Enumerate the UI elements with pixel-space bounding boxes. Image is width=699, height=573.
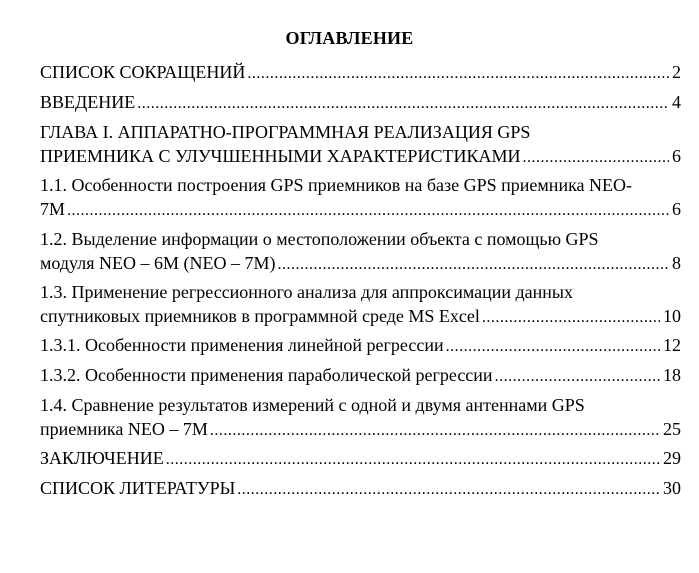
toc-entry-text: модуля NEO – 6M (NEO – 7M) — [40, 253, 276, 273]
dot-leader — [67, 199, 669, 223]
dot-leader — [522, 146, 669, 170]
toc-page-number: 30 — [663, 478, 681, 498]
toc-entry-1-2 — [40, 227, 681, 275]
toc-page-number: 2 — [672, 62, 681, 82]
toc-entry-chapter-1 — [40, 120, 681, 168]
dot-leader — [446, 335, 660, 359]
toc-entry-line — [40, 333, 681, 357]
toc-entry-text: ЗАКЛЮЧЕНИЕ — [40, 448, 164, 468]
toc-entry-text-line1: 1.3. Применение регрессионного анализа для аппроксимации данных — [40, 282, 574, 302]
toc-entry-conclusion — [40, 446, 681, 470]
toc-entry-line — [40, 304, 681, 328]
toc-entry-1-4 — [40, 393, 681, 441]
toc-entry-line — [40, 60, 681, 84]
toc-entry-abbreviations — [40, 60, 681, 84]
toc-entry-text: ПРИЕМНИКА С УЛУЧШЕННЫМИ ХАРАКТЕРИСТИКАМИ — [40, 146, 521, 166]
toc-entry-line — [40, 417, 681, 441]
toc-entry-text: СПИСОК ЛИТЕРАТУРЫ — [40, 478, 236, 498]
toc-entry-line — [40, 197, 681, 221]
toc-page-number: 8 — [672, 253, 681, 273]
toc-page-number: 25 — [663, 419, 681, 439]
dot-leader — [237, 478, 660, 502]
toc-entry-1-3 — [40, 280, 681, 328]
toc-entry-introduction — [40, 90, 681, 114]
toc-entry-text: спутниковых приемников в программной среде MS Excel — [40, 306, 480, 326]
toc-page-number: 6 — [672, 199, 681, 219]
dot-leader — [166, 448, 660, 472]
toc-entry-text-line1: ГЛАВА I. АППАРАТНО-ПРОГРАММНАЯ РЕАЛИЗАЦИЯ GPS — [40, 122, 531, 142]
dot-leader — [247, 62, 669, 86]
toc-entry-1-3-2 — [40, 363, 681, 387]
toc-page-number: 4 — [672, 92, 681, 112]
toc-entry-text-line1: 1.1. Особенности построения GPS приемников на базе GPS приемника NEO- — [40, 175, 633, 195]
toc-page-number: 29 — [663, 448, 681, 468]
toc-entry-line — [40, 363, 681, 387]
toc-title: ОГЛАВЛЕНИЕ — [285, 28, 414, 48]
toc-entry-line — [40, 251, 681, 275]
toc-entry-1-1 — [40, 173, 681, 221]
dot-leader — [278, 253, 670, 277]
toc-entry-text: 1.3.2. Особенности применения параболической регрессии — [40, 365, 493, 385]
toc-page-number: 10 — [663, 306, 681, 326]
toc-entry-line — [40, 446, 681, 470]
toc-entry-text: ВВЕДЕНИЕ — [40, 92, 136, 112]
toc-entry-text: СПИСОК СОКРАЩЕНИЙ — [40, 62, 246, 82]
toc-entry-references — [40, 476, 681, 500]
dot-leader — [482, 306, 660, 330]
toc-entry-1-3-1 — [40, 333, 681, 357]
toc-page-number: 6 — [672, 146, 681, 166]
toc-page-number: 18 — [663, 365, 681, 385]
toc-entry-text-line1: 1.4. Сравнение результатов измерений с одной и двумя антеннами GPS — [40, 395, 585, 415]
toc-entry-line — [40, 144, 681, 168]
toc-entry-line — [40, 476, 681, 500]
dot-leader — [137, 92, 669, 116]
toc-page-number: 12 — [663, 335, 681, 355]
toc-entry-text: приемника NEO – 7M — [40, 419, 208, 439]
dot-leader — [495, 365, 660, 389]
dot-leader — [210, 419, 660, 443]
toc-entry-text: 1.3.1. Особенности применения линейной регрессии — [40, 335, 444, 355]
toc-entry-text: 7M — [40, 199, 66, 219]
toc-entry-line — [40, 90, 681, 114]
toc-entry-text-line1: 1.2. Выделение информации о местоположении объекта с помощью GPS — [40, 229, 599, 249]
